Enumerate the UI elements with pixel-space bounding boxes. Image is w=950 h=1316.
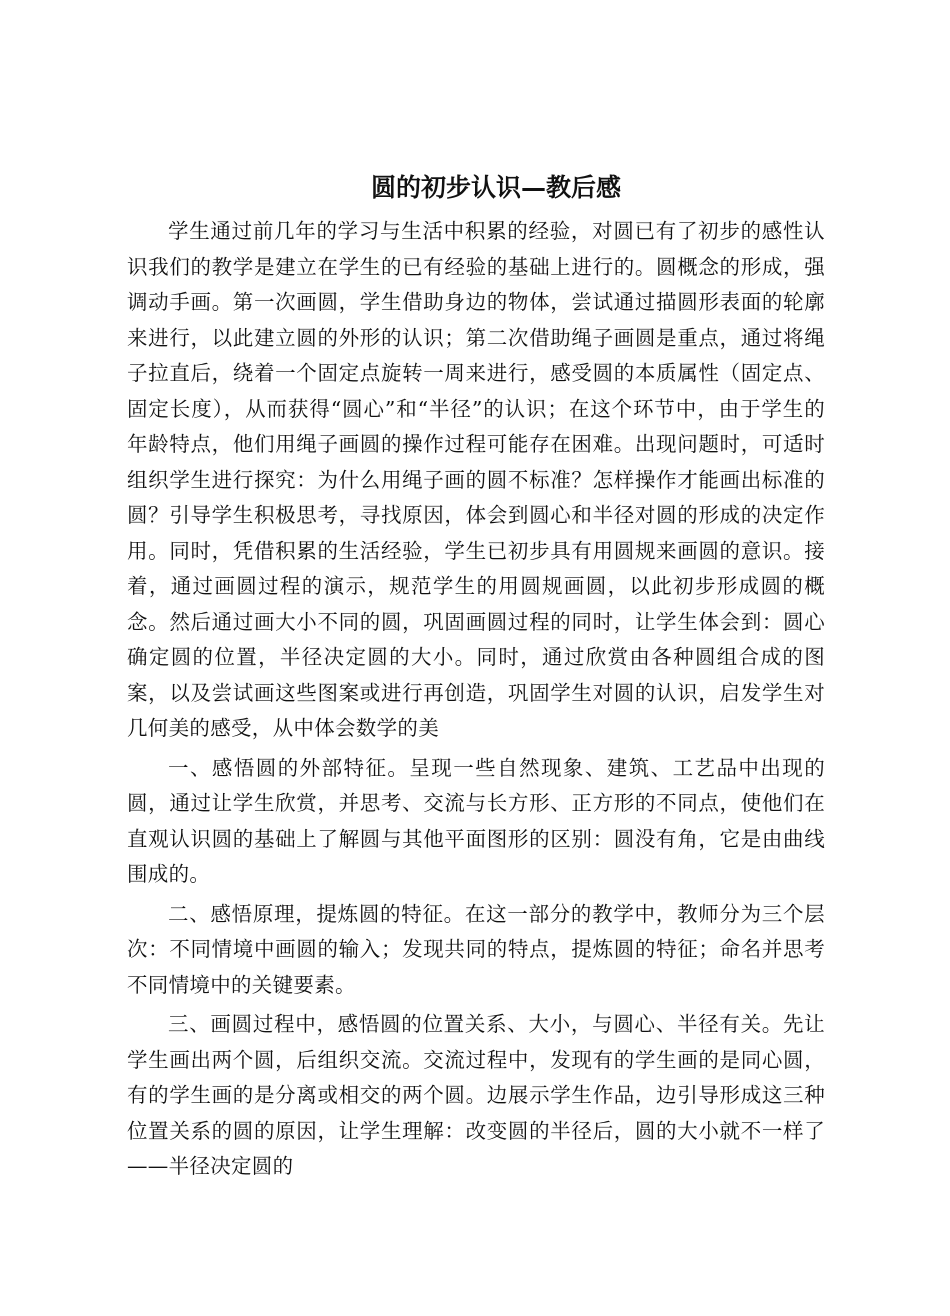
document-title: 圆的初步认识—教后感: [370, 173, 621, 202]
paragraph-intro: 学生通过前几年的学习与生活中积累的经验，对圆已有了初步的感性认识我们的教学是建立在学生的已有经验的基础上进行的。圆概念的形成，强调动手画。第一次画圆，学生借助身边的物体，尝试通过描圆形表面的轮廓来进行，以此建立圆的外形的认识；第二次借助绳子画圆是重点，通过将绳子拉直后，绕着一个固定点旋转一周来进行，感受圆的本质属性（固定点、固定长度），从而获得“圆心”和“半径”的认识；在这个环节中，由于学生的年龄特点，他们用绳子画圆的操作过程可能存在困难。出现问题时，可适时组织学生进行探究：为什么用绳子画的圆不标准？怎样操作才能画出标准的圆？引导学生积极思考，寻找原因，体会到圆心和半径对圆的形成的决定作用。同时，凭借积累的生活经验，学生已初步具有用圆规来画圆的意识。接着，通过画圆过程的演示，规范学生的用圆规画圆，以此初步形成圆的概念。然后通过画大小不同的圆，巩固画圆过程的同时，让学生体会到：圆心确定圆的位置，半径决定圆的大小。同时，通过欣赏由各种圆组合成的图案，以及尝试画这些图案或进行再创造，巩固学生对圆的认识，启发学生对几何美的感受，从中体会数学的美: [127, 219, 825, 740]
document-page: [127, 166, 825, 1189]
paragraph-section-3: 三、画圆过程中，感悟圆的位置关系、大小，与圆心、半径有关。先让学生画出两个圆，后组织交流。交流过程中，发现有的学生画的是同心圆，有的学生画的是分离或相交的两个圆。边展示学生作品，边引导形成这三种位置关系的圆的原因，让学生理解：改变圆的半径后，圆的大小就不一样了——半径决定圆的: [127, 1012, 825, 1178]
paragraph-section-1: 一、感悟圆的外部特征。呈现一些自然现象、建筑、工艺品中出现的圆，通过让学生欣赏，并思考、交流与长方形、正方形的不同点，使他们在直观认识圆的基础上了解圆与其他平面图形的区别：圆没有角，它是由曲线围成的。: [127, 755, 825, 886]
paragraph-section-2: 二、感悟原理，提炼圆的特征。在这一部分的教学中，教师分为三个层次：不同情境中画圆的输入；发现共同的特点，提炼圆的特征；命名并思考不同情境中的关键要素。: [127, 901, 825, 997]
